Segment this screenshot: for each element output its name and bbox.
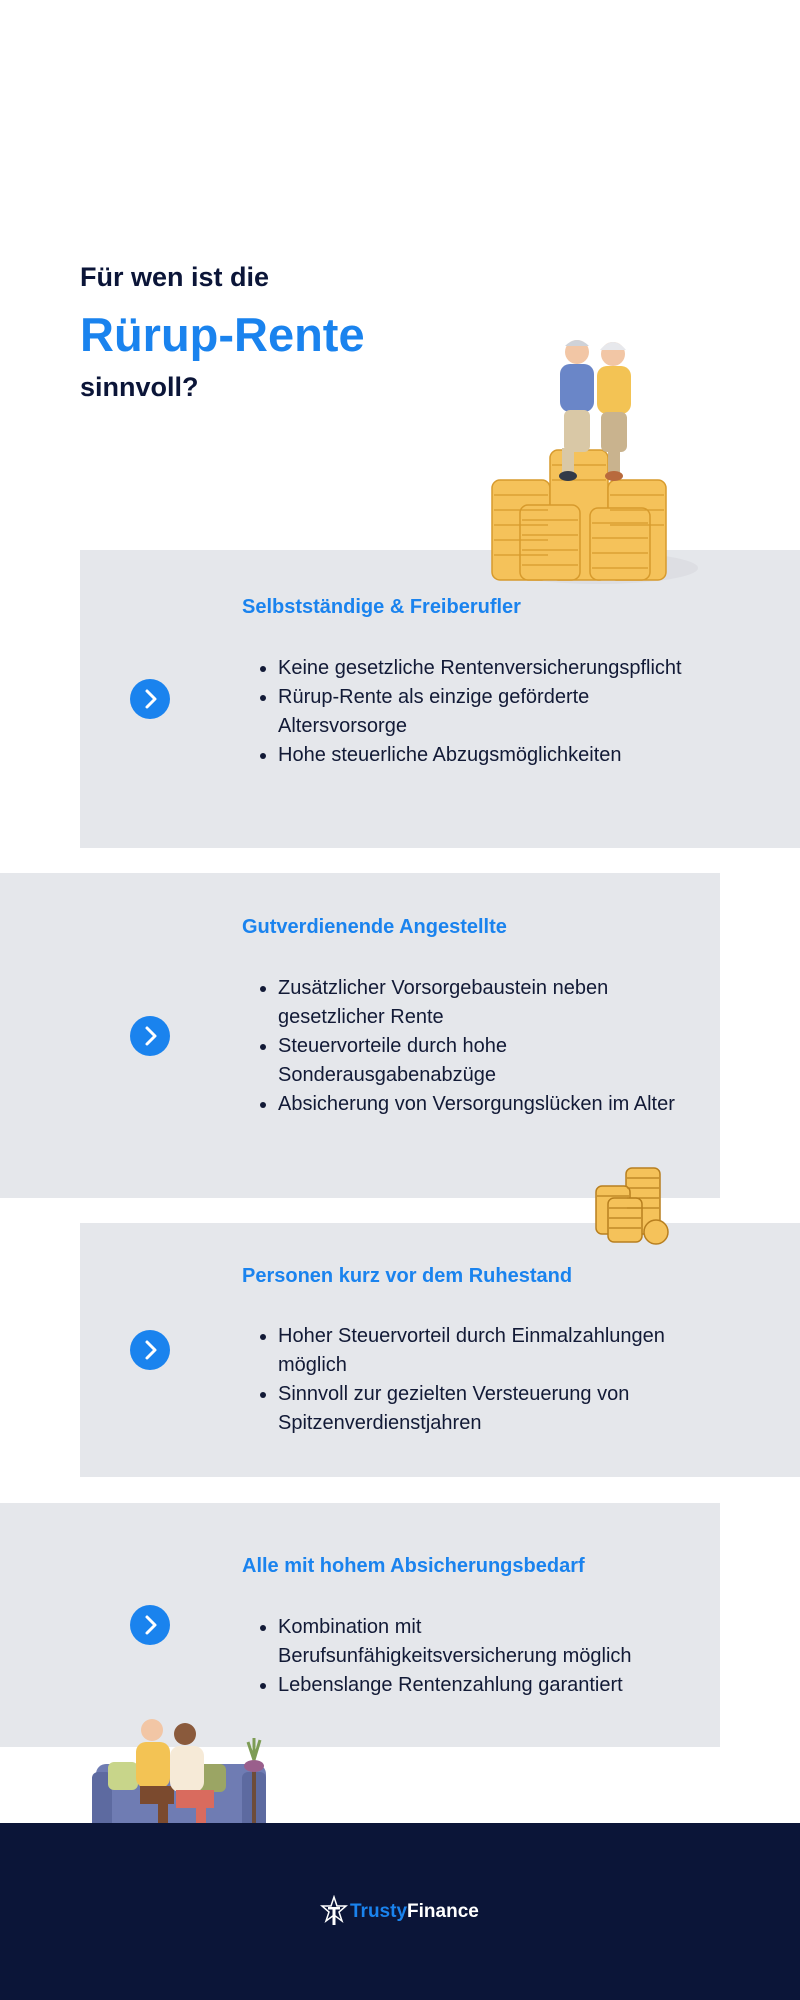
list-item: • Zusätzlicher Vorsorgebaustein neben gesetzlicher Rente xyxy=(278,974,698,1032)
card-benefits-list xyxy=(242,1322,698,1438)
heading-highlight: Rürup-Rente xyxy=(80,308,365,361)
trustyfinance-logo-icon xyxy=(320,1895,348,1929)
list-item: • Hoher Steuervorteil durch Einmalzahlungen möglich xyxy=(278,1322,698,1380)
list-item: • Sinnvoll zur gezielten Versteuerung von Spitzenverdienstjahren xyxy=(278,1380,698,1438)
heading-line-1: Für wen ist die xyxy=(80,262,270,292)
list-item: • Lebenslange Rentenzahlung garantiert xyxy=(278,1671,698,1700)
heading-line-3: sinnvoll? xyxy=(80,372,199,402)
card-title: Alle mit hohem Absicherungsbedarf xyxy=(242,1555,585,1577)
card-benefits-list xyxy=(242,1613,698,1700)
card-title: Gutverdienende Angestellte xyxy=(242,916,507,938)
card-title: Personen kurz vor dem Ruhestand xyxy=(242,1265,573,1287)
list-item: • Rürup-Rente als einzige geförderte Altersvorsorge xyxy=(278,683,698,741)
senior-couple-on-coins-illustration xyxy=(480,330,700,590)
brand-name-trusty: Trusty xyxy=(350,1901,408,1922)
brand-name-finance: Finance xyxy=(407,1901,479,1922)
list-item: • Hohe steuerliche Abzugsmöglichkeiten xyxy=(278,741,698,770)
card-title: Selbstständige & Freiberufler xyxy=(242,596,521,618)
chevron-right-circle-icon xyxy=(130,1016,170,1056)
target-group-card-employees xyxy=(0,873,720,1198)
list-item: • Keine gesetzliche Rentenversicherungspflicht xyxy=(278,654,698,683)
footer xyxy=(0,1823,800,2000)
chevron-right-circle-icon xyxy=(130,1605,170,1645)
chevron-right-circle-icon xyxy=(130,1330,170,1370)
target-group-card-self-employed xyxy=(80,550,800,848)
list-item: • Absicherung von Versorgungslücken im Alter xyxy=(278,1090,698,1119)
chevron-right-circle-icon xyxy=(130,679,170,719)
coin-stack-illustration xyxy=(592,1162,676,1246)
target-group-card-near-retirement xyxy=(80,1223,800,1477)
card-benefits-list xyxy=(242,974,698,1119)
list-item: • Steuervorteile durch hohe Sonderausgabenabzüge xyxy=(278,1032,698,1090)
target-group-card-high-protection xyxy=(0,1503,720,1747)
list-item: • Kombination mit Berufsunfähigkeitsversicherung möglich xyxy=(278,1613,698,1671)
card-benefits-list xyxy=(242,654,698,770)
brand-logo-link[interactable] xyxy=(320,1895,479,1929)
